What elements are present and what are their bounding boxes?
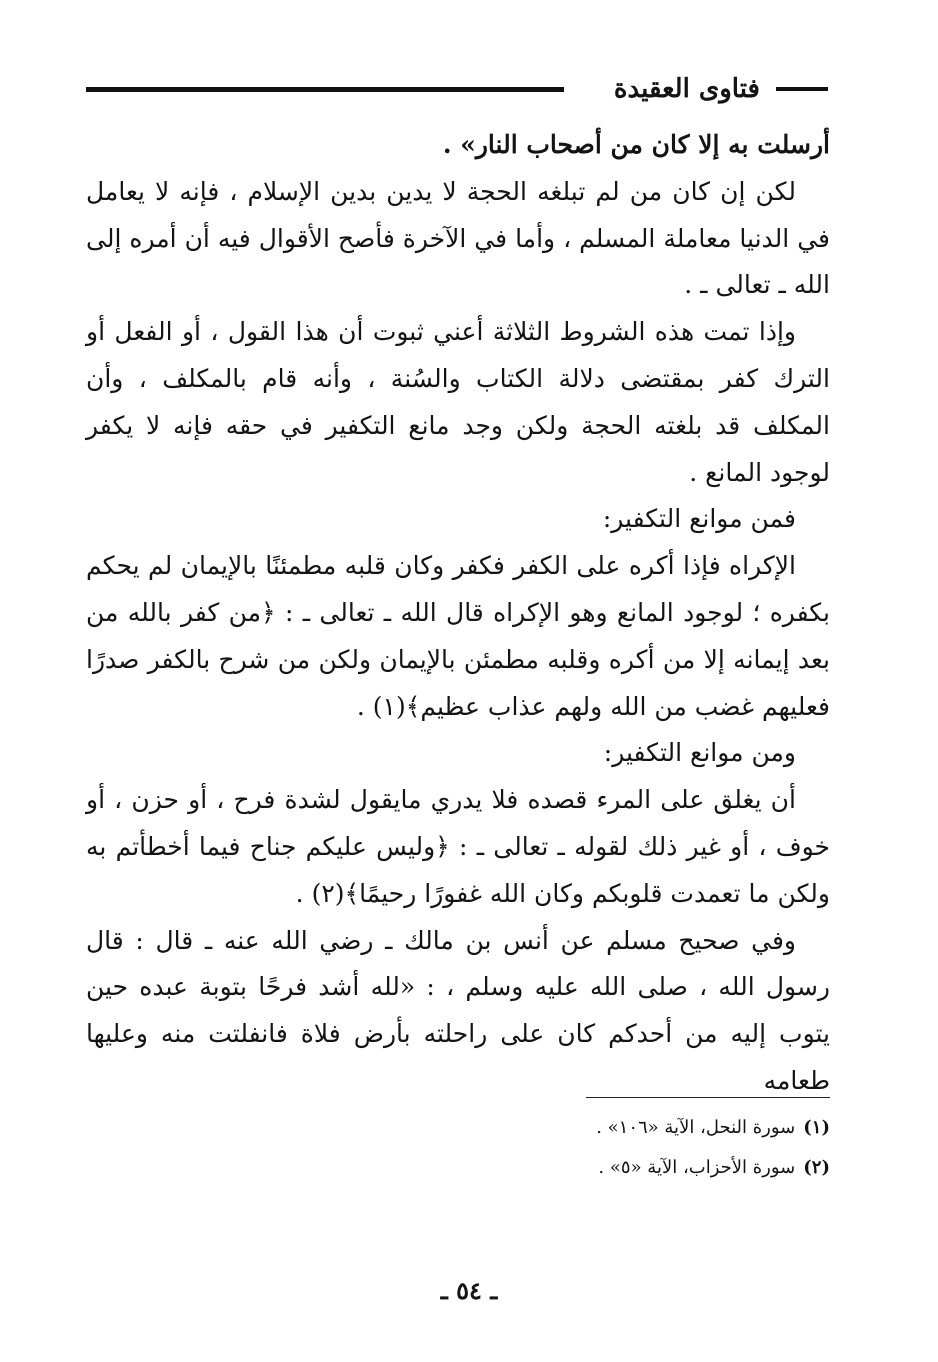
footnote-1-number: (١) (803, 1117, 830, 1138)
footnote-1 (230, 1108, 830, 1148)
paragraph-2: لكن إن كان من لم تبلغه الحجة لا يدين بدين الإسلام ، فإنه لا يعامل في الدنيا معاملة المسلم ، وأما في الآخرة فأصح الأقوال فيه أن أمره إلى الله ـ تعالى ـ . (86, 176, 830, 300)
page-number: ـ ٥٤ ـ (440, 1276, 498, 1305)
body-text (86, 122, 830, 1105)
header-rule (86, 87, 564, 92)
footnote-2-text: سورة الأحزاب، الآية «٥» . (598, 1157, 796, 1178)
running-header (86, 70, 828, 110)
section-heading-1: فمن موانع التكفير: (602, 504, 796, 534)
paragraph-1: أرسلت به إلا كان من أصحاب النار» . (442, 130, 830, 159)
footnote-2-number: (٢) (803, 1157, 830, 1178)
paragraph-8: وفي صحيح مسلم عن أنس بن مالك ـ رضي الله عنه ـ قال : قال رسول الله ، صلى الله عليه وسلم ، : «لله أشد فرحًا بتوبة عبده حين يتوب إليه من أحدكم كان على راحلته بأرض فلاة فانفلتت منه وعليها طعامه (86, 925, 830, 1095)
footnotes (230, 1108, 830, 1188)
section-heading-2: ومن موانع التكفير: (603, 738, 796, 768)
paragraph-3: وإذا تمت هذه الشروط الثلاثة أعني ثبوت أن هذا القول ، أو الفعل أو الترك كفر بمقتضى دلالة الكتاب والسُنة ، وأنه قام بالمكلف ، وأن المكلف قد بلغته الحجة ولكن وجد مانع التكفير في حقه فإنه لا يكفر لوجود المانع . (86, 317, 830, 487)
paragraph-7: أن يغلق على المرء قصده فلا يدري مايقول لشدة فرح ، أو حزن ، أو خوف ، أو غير ذلك لقوله ـ تعالى ـ : ﴿وليس عليكم جناح فيما أخطأتم به ولكن ما تعمدت قلوبكم وكان الله غفورًا رحيمًا﴾(٢) . (86, 785, 830, 908)
header-dash (776, 87, 828, 91)
footnote-separator (586, 1097, 830, 1098)
footnote-2 (230, 1148, 830, 1188)
paragraph-5: الإكراه فإذا أكره على الكفر فكفر وكان قلبه مطمئنًا بالإيمان لم يحكم بكفره ؛ لوجود المانع وهو الإكراه قال الله ـ تعالى ـ : ﴿من كفر بالله من بعد إيمانه إلا من أكره وقلبه مطمئن بالإيمان ولكن من شرح بالكفر صدرًا فعليهم غضب من الله ولهم عذاب عظيم﴾(١) . (86, 551, 830, 721)
footnote-1-text: سورة النحل، الآية «١٠٦» . (596, 1117, 796, 1138)
header-title: فتاوى العقيدة (613, 74, 760, 104)
